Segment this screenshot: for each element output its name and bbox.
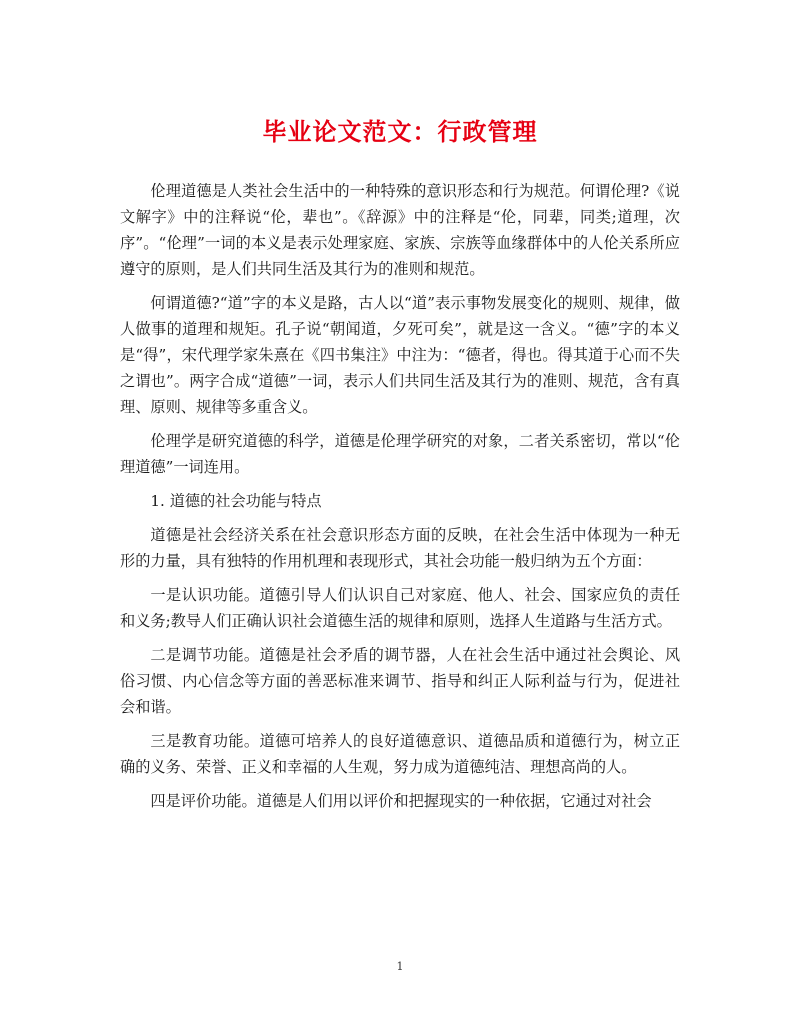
paragraph: 二是调节功能。道德是社会矛盾的调节器，人在社会生活中通过社会舆论、风俗习惯、内心信念等方面的善恶标准来调节、指导和纠正人际利益与行为，促进社会和谐。	[120, 646, 680, 716]
paragraph: 伦理道德是人类社会生活中的一种特殊的意识形态和行为规范。何谓伦理?《说文解字》中的注释说“伦，辈也”。《辞源》中的注释是“伦，同辈，同类;道理，次序”。“伦理”一词的本义是表示处理家庭、家族、宗族等血缘群体中的人伦关系所应遵守的原则，是人们共同生活及其行为的准则和规范。	[120, 182, 680, 278]
document-title: 毕业论文范文：行政管理	[262, 117, 538, 146]
page-number: 1	[396, 960, 404, 973]
section-heading: 1. 道德的社会功能与特点	[150, 492, 322, 510]
paragraph: 何谓道德?“道”字的本义是路，古人以“道”表示事物发展变化的规则、规律，做人做事的道理和规矩。孔子说“朝闻道，夕死可矣”，就是这一含义。“德”字的本义是“得”，宋代理学家朱熹在《四书集注》中注为：“德者，得也。得其道于心而不失之谓也”。两字合成“道德”一词，表示人们共同生活及其行为的准则、规范，含有真理、原则、规律等多重含义。	[120, 294, 680, 416]
paragraph: 四是评价功能。道德是人们用以评价和把握现实的一种依据，它通过对社会	[150, 792, 652, 810]
paragraph: 伦理学是研究道德的科学，道德是伦理学研究的对象，二者关系密切，常以“伦理道德”一词连用。	[120, 432, 680, 476]
paragraph: 一是认识功能。道德引导人们认识自己对家庭、他人、社会、国家应负的责任和义务;教导人们正确认识社会道德生活的规律和原则，选择人生道路与生活方式。	[120, 586, 680, 630]
document-body	[120, 178, 680, 822]
paragraph: 三是教育功能。道德可培养人的良好道德意识、道德品质和道德行为，树立正确的义务、荣誉、正义和幸福的人生观，努力成为道德纯洁、理想高尚的人。	[120, 732, 680, 776]
paragraph: 道德是社会经济关系在社会意识形态方面的反映，在社会生活中体现为一种无形的力量，具有独特的作用机理和表现形式，其社会功能一般归纳为五个方面：	[120, 526, 680, 570]
